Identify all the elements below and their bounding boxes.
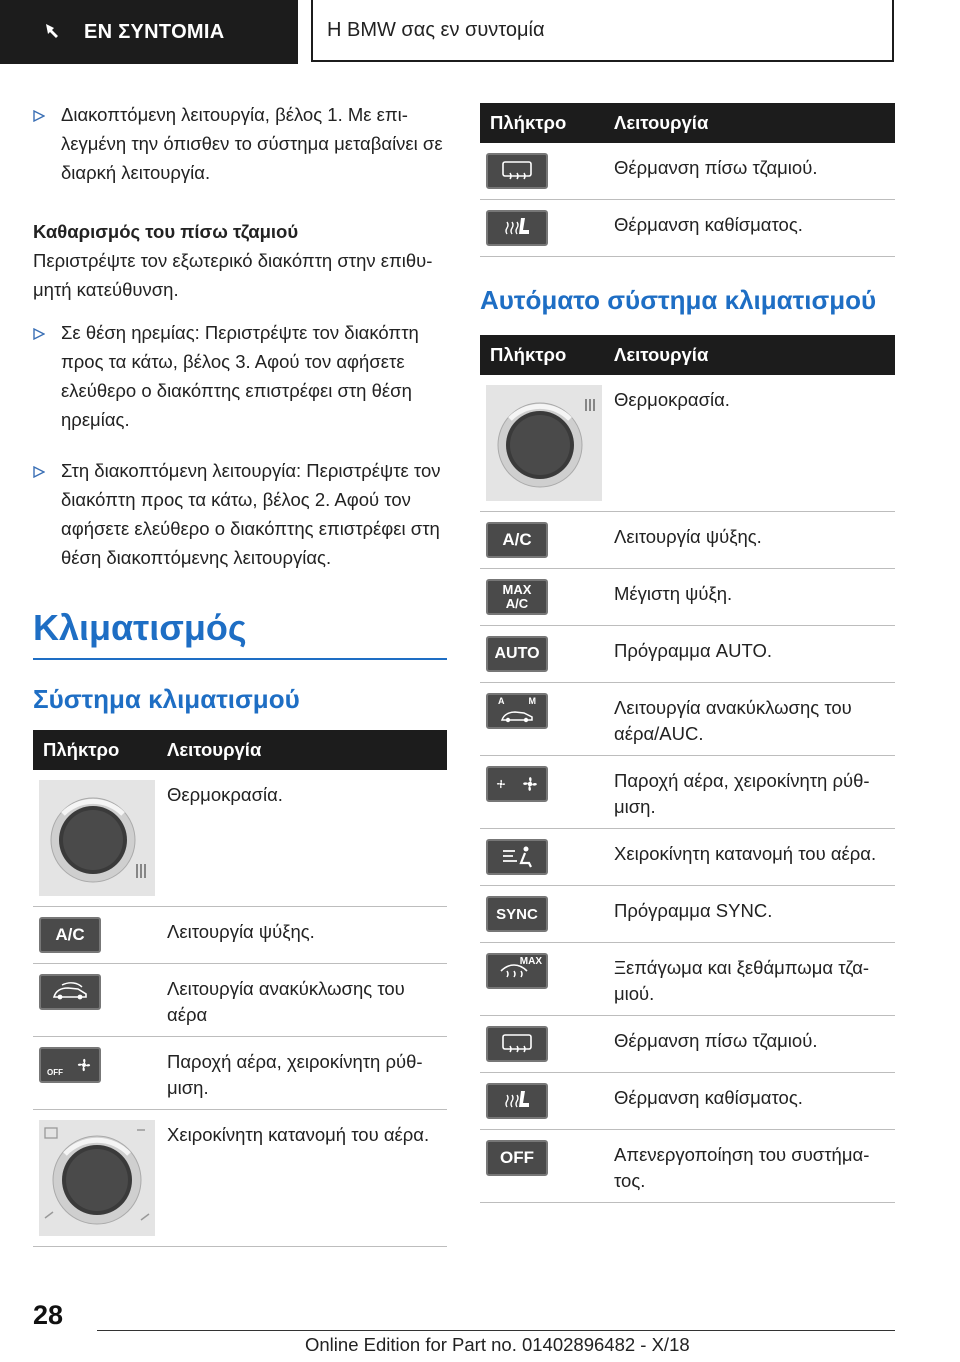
table-row — [480, 1073, 895, 1130]
max-ac-icon: MAX A/C — [486, 579, 548, 615]
temperature-knob-icon — [486, 385, 602, 501]
auto-ac-table — [480, 335, 895, 1203]
fan-icon — [39, 1047, 101, 1083]
ac-button-icon: A/C — [486, 522, 548, 558]
table-row — [33, 770, 447, 907]
table-row — [480, 375, 895, 512]
table-row — [480, 569, 895, 626]
footer-divider — [97, 1330, 895, 1331]
bullet-text: Σε θέση ηρεμίας: Περιστρέψτε τον διακόπτη προς τα κάτω, βέλος 3. Αφού τον αφήσετε ελεύθερο ο διακόπτης επιστρέφει στη θέση ηρεμίας. — [61, 322, 419, 430]
table-row — [480, 829, 895, 886]
heating-table — [480, 103, 895, 257]
off-label: OFF — [47, 1067, 63, 1077]
column-header-key: Πλήκτρο — [33, 730, 162, 770]
section-tab-label: ΕΝ ΣΥΝΤΟΜΙΑ — [84, 20, 225, 43]
triangle-bullet-icon — [33, 318, 61, 434]
rear-defrost-icon — [486, 1026, 548, 1062]
table-row — [480, 143, 895, 200]
subsection-title: Σύστημα κλιματισμού — [33, 684, 300, 714]
function-text: Θέρμανση πίσω τζαμιού. — [609, 1016, 895, 1073]
bullet-text: Στη διακοπτόμενη λειτουργία: Περιστρέψτε τον διακόπτη προς τα κάτω, βέλος 2. Αφού τον αφήσετε ελεύθερο ο διακόπτης επιστρέφει στη θέση διακοπτόμενης λειτουργίας. — [61, 460, 441, 568]
function-text: Απενεργοποίηση του συστήματος. — [609, 1130, 895, 1203]
chapter-title: Η BMW σας εν συντομία — [327, 18, 545, 41]
fan-icon — [486, 766, 548, 802]
bullet-item — [33, 100, 447, 187]
column-header-key: Πλήκτρο — [480, 335, 609, 375]
function-text: Θερμοκρασία. — [162, 770, 447, 907]
section-tab[interactable] — [0, 0, 298, 64]
chapter-header — [311, 0, 894, 62]
function-text: Λειτουργία ανακύκλωσης του αέρα/AUC. — [609, 683, 895, 756]
table-row — [33, 907, 447, 964]
recirculation-auc-icon: A M — [486, 693, 548, 729]
page-number: 28 — [33, 1300, 64, 1330]
column-header-key: Πλήκτρο — [480, 103, 609, 143]
column-header-function: Λειτουργία — [162, 730, 447, 770]
table-row — [33, 1037, 447, 1110]
bullet-text: Διακοπτόμενη λειτουργία, βέλος 1. Με επιλεγμένη την όπισθεν το σύστημα μεταβαίνει σε διαρκή λειτουργία. — [61, 104, 443, 183]
right-column — [480, 103, 895, 1203]
function-text: Θέρμανση καθίσματος. — [609, 200, 895, 257]
function-text: Θέρμανση πίσω τζαμιού. — [609, 143, 895, 200]
column-header-function: Λειτουργία — [609, 103, 895, 143]
table-row — [33, 964, 447, 1037]
rear-wiper-text: Περιστρέψτε τον εξωτερικό διακόπτη στην επιθυμητή κατεύθυνση. — [33, 250, 433, 300]
air-distribution-icon — [486, 839, 548, 875]
auto-section-title: Αυτόματο σύστημα κλιματισμού — [480, 285, 877, 315]
rear-defrost-icon — [486, 153, 548, 189]
table-row — [480, 200, 895, 257]
table-row — [480, 1016, 895, 1073]
table-row — [480, 683, 895, 756]
table-row — [480, 756, 895, 829]
function-text: Θερμοκρασία. — [609, 375, 895, 512]
table-row — [33, 1110, 447, 1247]
quick-reference-icon — [44, 22, 64, 42]
table-row — [480, 1130, 895, 1203]
ac-button-icon: A/C — [39, 917, 101, 953]
rear-wiper-heading: Καθαρισμός του πίσω τζαμιού — [33, 221, 299, 242]
bullet-item — [33, 318, 447, 434]
function-text: Παροχή αέρα, χειροκίνητη ρύθμιση. — [609, 756, 895, 829]
table-row — [480, 943, 895, 1016]
column-header-function: Λειτουργία — [609, 335, 895, 375]
auto-button-icon: AUTO — [486, 636, 548, 672]
function-text: Ξεπάγωμα και ξεθάμπωμα τζαμιού. — [609, 943, 895, 1016]
table-row — [480, 512, 895, 569]
triangle-bullet-icon — [33, 456, 61, 572]
table-row — [480, 626, 895, 683]
function-text: Θέρμανση καθίσματος. — [609, 1073, 895, 1130]
table-row — [480, 886, 895, 943]
section-title: Κλιματισμός — [33, 608, 447, 660]
function-text: Λειτουργία ψύξης. — [162, 907, 447, 964]
left-column — [33, 100, 447, 1247]
function-text: Χειροκίνητη κατανομή του αέρα. — [609, 829, 895, 886]
triangle-bullet-icon — [33, 100, 61, 187]
function-text: Πρόγραμμα AUTO. — [609, 626, 895, 683]
bullet-item — [33, 456, 447, 572]
off-button-icon: OFF — [486, 1140, 548, 1176]
max-defrost-icon: MAX — [486, 953, 548, 989]
sync-button-icon: SYNC — [486, 896, 548, 932]
function-text: Μέγιστη ψύξη. — [609, 569, 895, 626]
function-text: Λειτουργία ανακύκλωσης του αέρα — [162, 964, 447, 1037]
edition-text: Online Edition for Part no. 01402896482 - X/18 — [305, 1334, 690, 1355]
ac-controls-table — [33, 730, 447, 1247]
function-text: Χειροκίνητη κατανομή του αέρα. — [162, 1110, 447, 1247]
air-distribution-knob-icon — [39, 1120, 155, 1236]
temperature-knob-icon — [39, 780, 155, 896]
recirculation-icon — [39, 974, 101, 1010]
seat-heating-icon — [486, 210, 548, 246]
function-text: Παροχή αέρα, χειροκίνητη ρύθμιση. — [162, 1037, 447, 1110]
function-text: Πρόγραμμα SYNC. — [609, 886, 895, 943]
function-text: Λειτουργία ψύξης. — [609, 512, 895, 569]
seat-heating-icon — [486, 1083, 548, 1119]
